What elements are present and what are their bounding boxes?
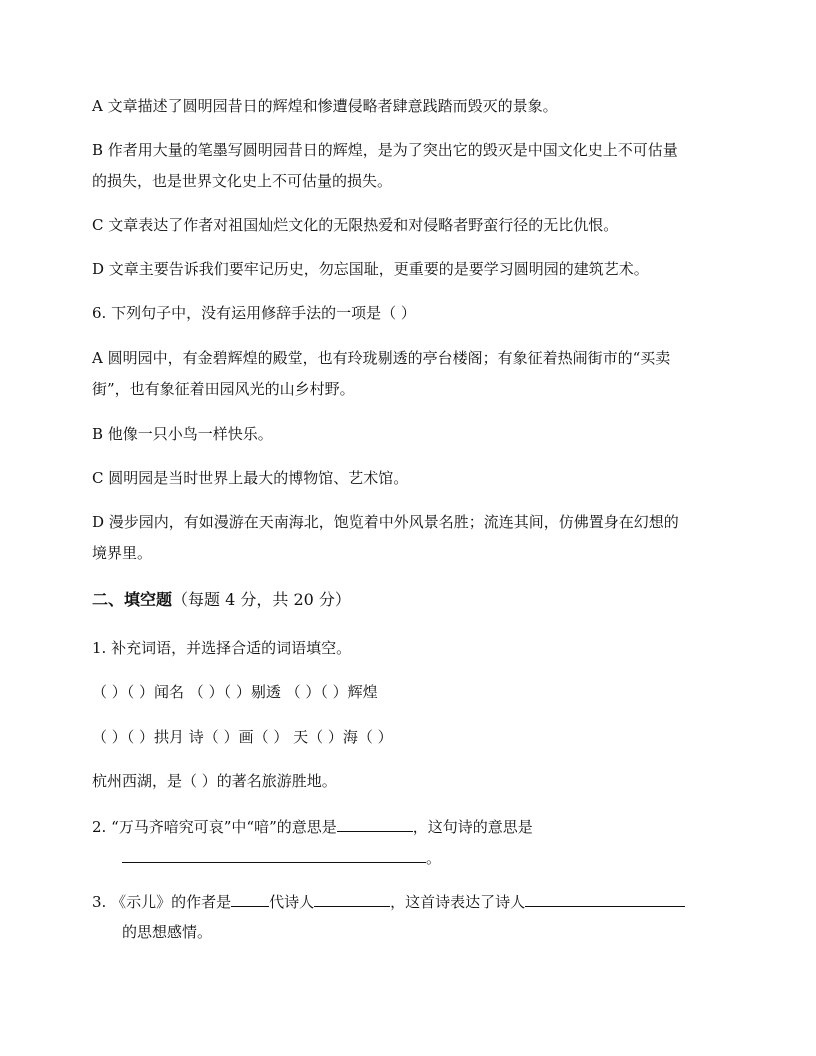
- q5-option-d: D 文章主要告诉我们要牢记历史，勿忘国耻，更重要的是要学习圆明园的建筑艺术。: [92, 260, 649, 278]
- fill2-blank-1[interactable]: [337, 816, 413, 832]
- q6-option-b: B 他像一只小鸟一样快乐。: [92, 425, 273, 443]
- q6-option-a-line2: 街”，也有象征着田园风光的山乡村野。: [92, 380, 355, 398]
- fill2-part1: 2. “万马齐喑究可哀”中“喑”的意思是: [92, 818, 337, 836]
- fill3-blank-1[interactable]: [231, 891, 269, 907]
- q5-option-c: C 文章表达了作者对祖国灿烂文化的无限热爱和对侵略者野蛮行径的无比仇恨。: [92, 216, 619, 234]
- fill3-part2: 代诗人: [269, 893, 315, 911]
- q5-option-a: A 文章描述了圆明园昔日的辉煌和惨遭侵略者肆意践踏而毁灭的景象。: [92, 97, 558, 115]
- fill3-blank-2[interactable]: [314, 891, 390, 907]
- fill2-line1: [92, 816, 533, 837]
- fill1-stem: 1. 补充词语，并选择合适的词语填空。: [92, 639, 352, 657]
- q5-option-b-line2: 的损失，也是世界文化史上不可估量的损失。: [92, 172, 393, 190]
- fill2-part2: ，这句诗的意思是: [412, 818, 533, 836]
- section-2-heading: [92, 590, 351, 610]
- q6-stem: 6. 下列句子中，没有运用修辞手法的一项是（ ）: [92, 304, 416, 322]
- fill3-part3: ，这首诗表达了诗人: [390, 893, 526, 911]
- fill2-blank-2[interactable]: [122, 847, 426, 863]
- fill2-end: 。: [426, 849, 442, 867]
- q6-option-c: C 圆明园是当时世界上最大的博物馆、艺术馆。: [92, 469, 409, 487]
- q6-option-d-line1: D 漫步园内，有如漫游在天南海北，饱览着中外风景名胜；流连其间，仿佛置身在幻想的: [92, 513, 679, 531]
- fill3-blank-3[interactable]: [525, 891, 685, 907]
- section-2-score: （每题 4 分，共 20 分）: [172, 590, 351, 609]
- fill3-part1: 3. 《示儿》的作者是: [92, 893, 232, 911]
- fill1-row1: （ ）（ ）闻名 （ ）（ ）剔透 （ ）（ ）辉煌: [92, 683, 378, 701]
- fill1-sentence: 杭州西湖，是（ ）的著名旅游胜地。: [92, 772, 337, 790]
- q5-option-b-line1: B 作者用大量的笔墨写圆明园昔日的辉煌，是为了突出它的毁灭是中国文化史上不可估量: [92, 141, 678, 159]
- fill3-line1: [92, 891, 685, 912]
- q6-option-a-line1: A 圆明园中，有金碧辉煌的殿堂，也有玲珑剔透的亭台楼阁；有象征着热闹街市的“买卖: [92, 349, 671, 367]
- fill3-line2: 的思想感情。: [122, 923, 213, 941]
- fill2-line2: [122, 847, 441, 868]
- section-2-title: 二、填空题: [92, 590, 173, 609]
- q6-option-d-line2: 境界里。: [92, 544, 153, 562]
- fill1-row2: （ ）（ ）拱月 诗（ ）画（ ） 天（ ）海（ ）: [92, 728, 393, 746]
